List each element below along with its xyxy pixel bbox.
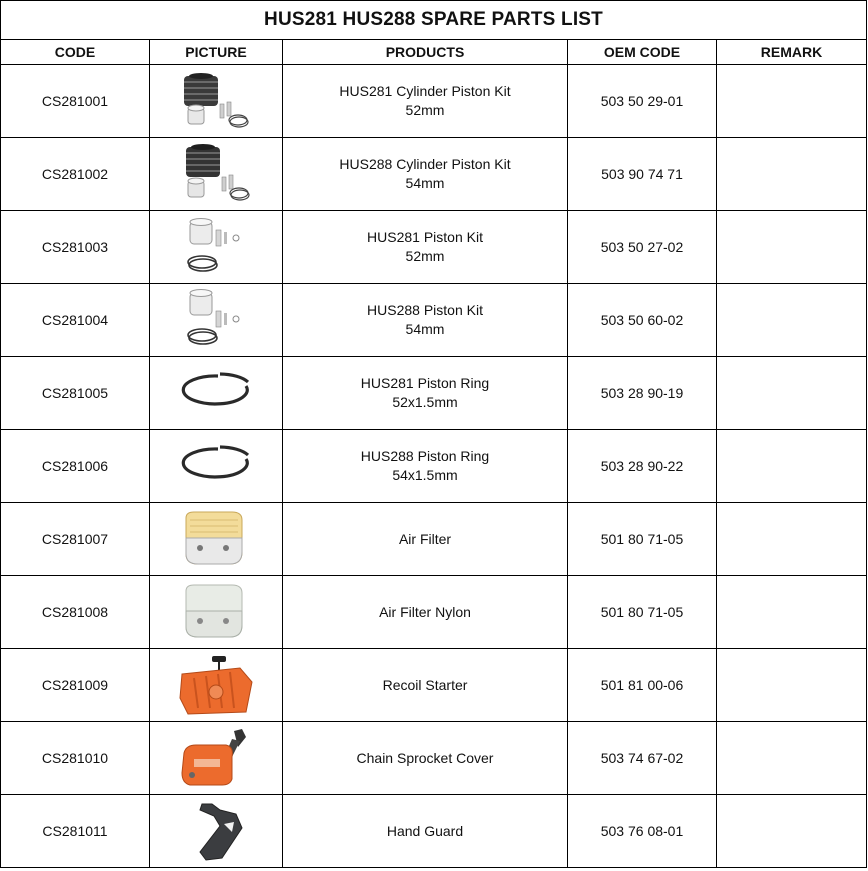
air-filter-icon: [176, 508, 256, 570]
picture-cell: [150, 211, 283, 284]
product-name: Air Filter: [398, 530, 452, 547]
cylinder-piston-kit-icon: [176, 143, 256, 205]
code-cell: CS281001: [1, 65, 150, 138]
air-filter-nylon-icon: [176, 581, 256, 643]
picture-cell: [150, 795, 283, 868]
piston-ring-icon: [176, 435, 256, 497]
oem-code-cell: 503 28 90-19: [568, 357, 717, 430]
product-name: HUS281 Cylinder Piston Kit: [339, 83, 511, 99]
picture-cell: [150, 503, 283, 576]
table-row: [1, 138, 867, 211]
code-cell: CS281003: [1, 211, 150, 284]
header-oem-code: OEM CODE: [568, 40, 717, 65]
remark-cell: [717, 284, 867, 357]
picture-cell: [150, 649, 283, 722]
code-cell: CS281007: [1, 503, 150, 576]
picture-cell: [150, 284, 283, 357]
table-row: [1, 503, 867, 576]
product-cell: [283, 138, 568, 211]
table-row: [1, 576, 867, 649]
product-name: HUS288 Piston Kit: [367, 302, 483, 318]
product-size: 54mm: [405, 321, 445, 337]
piston-kit-icon: [176, 289, 256, 351]
product-cell: [283, 357, 568, 430]
oem-code-cell: 503 50 27-02: [568, 211, 717, 284]
oem-code-cell: 501 80 71-05: [568, 503, 717, 576]
product-name: HUS281 Piston Ring: [360, 375, 490, 391]
product-name: Air Filter Nylon: [379, 603, 471, 620]
product-cell: [283, 649, 568, 722]
remark-cell: [717, 503, 867, 576]
table-title: HUS281 HUS288 SPARE PARTS LIST: [1, 1, 867, 40]
product-cell: [283, 65, 568, 138]
product-name: Hand Guard: [386, 822, 464, 839]
table-row: [1, 795, 867, 868]
remark-cell: [717, 430, 867, 503]
code-cell: CS281011: [1, 795, 150, 868]
remark-cell: [717, 65, 867, 138]
code-cell: CS281008: [1, 576, 150, 649]
hand-guard-icon: [176, 800, 256, 862]
product-cell: [283, 576, 568, 649]
chain-sprocket-cover-icon: [176, 727, 256, 789]
product-size: 54x1.5mm: [392, 467, 458, 483]
picture-cell: [150, 138, 283, 211]
product-name: HUS281 Piston Kit: [367, 229, 483, 245]
remark-cell: [717, 722, 867, 795]
oem-code-cell: 501 80 71-05: [568, 576, 717, 649]
product-name: HUS288 Cylinder Piston Kit: [339, 156, 511, 172]
product-size: 52mm: [405, 248, 445, 264]
header-picture: PICTURE: [150, 40, 283, 65]
picture-cell: [150, 357, 283, 430]
recoil-starter-icon: [176, 654, 256, 716]
remark-cell: [717, 211, 867, 284]
header-remark: REMARK: [717, 40, 867, 65]
product-size: 52mm: [405, 102, 445, 118]
picture-cell: [150, 430, 283, 503]
product-cell: [283, 284, 568, 357]
code-cell: CS281009: [1, 649, 150, 722]
header-code: CODE: [1, 40, 150, 65]
code-cell: CS281002: [1, 138, 150, 211]
piston-ring-icon: [176, 362, 256, 424]
product-cell: [283, 795, 568, 868]
remark-cell: [717, 795, 867, 868]
table-row: [1, 722, 867, 795]
table-row: [1, 284, 867, 357]
product-cell: [283, 430, 568, 503]
picture-cell: [150, 65, 283, 138]
header-products: PRODUCTS: [283, 40, 568, 65]
oem-code-cell: 503 90 74 71: [568, 138, 717, 211]
code-cell: CS281005: [1, 357, 150, 430]
product-size: 52x1.5mm: [392, 394, 458, 410]
remark-cell: [717, 357, 867, 430]
cylinder-piston-kit-icon: [176, 70, 256, 132]
product-name: HUS288 Piston Ring: [360, 448, 490, 464]
product-cell: [283, 503, 568, 576]
product-name: Recoil Starter: [382, 676, 468, 693]
remark-cell: [717, 576, 867, 649]
picture-cell: [150, 722, 283, 795]
oem-code-cell: 503 28 90-22: [568, 430, 717, 503]
code-cell: CS281010: [1, 722, 150, 795]
table-row: [1, 357, 867, 430]
oem-code-cell: 503 76 08-01: [568, 795, 717, 868]
remark-cell: [717, 138, 867, 211]
remark-cell: [717, 649, 867, 722]
oem-code-cell: 501 81 00-06: [568, 649, 717, 722]
product-name: Chain Sprocket Cover: [356, 749, 494, 766]
table-row: [1, 649, 867, 722]
oem-code-cell: 503 74 67-02: [568, 722, 717, 795]
product-cell: [283, 211, 568, 284]
product-cell: [283, 722, 568, 795]
oem-code-cell: 503 50 29-01: [568, 65, 717, 138]
table-row: [1, 211, 867, 284]
piston-kit-icon: [176, 216, 256, 278]
picture-cell: [150, 576, 283, 649]
oem-code-cell: 503 50 60-02: [568, 284, 717, 357]
product-size: 54mm: [405, 175, 445, 191]
table-row: [1, 65, 867, 138]
code-cell: CS281004: [1, 284, 150, 357]
code-cell: CS281006: [1, 430, 150, 503]
table-row: [1, 430, 867, 503]
